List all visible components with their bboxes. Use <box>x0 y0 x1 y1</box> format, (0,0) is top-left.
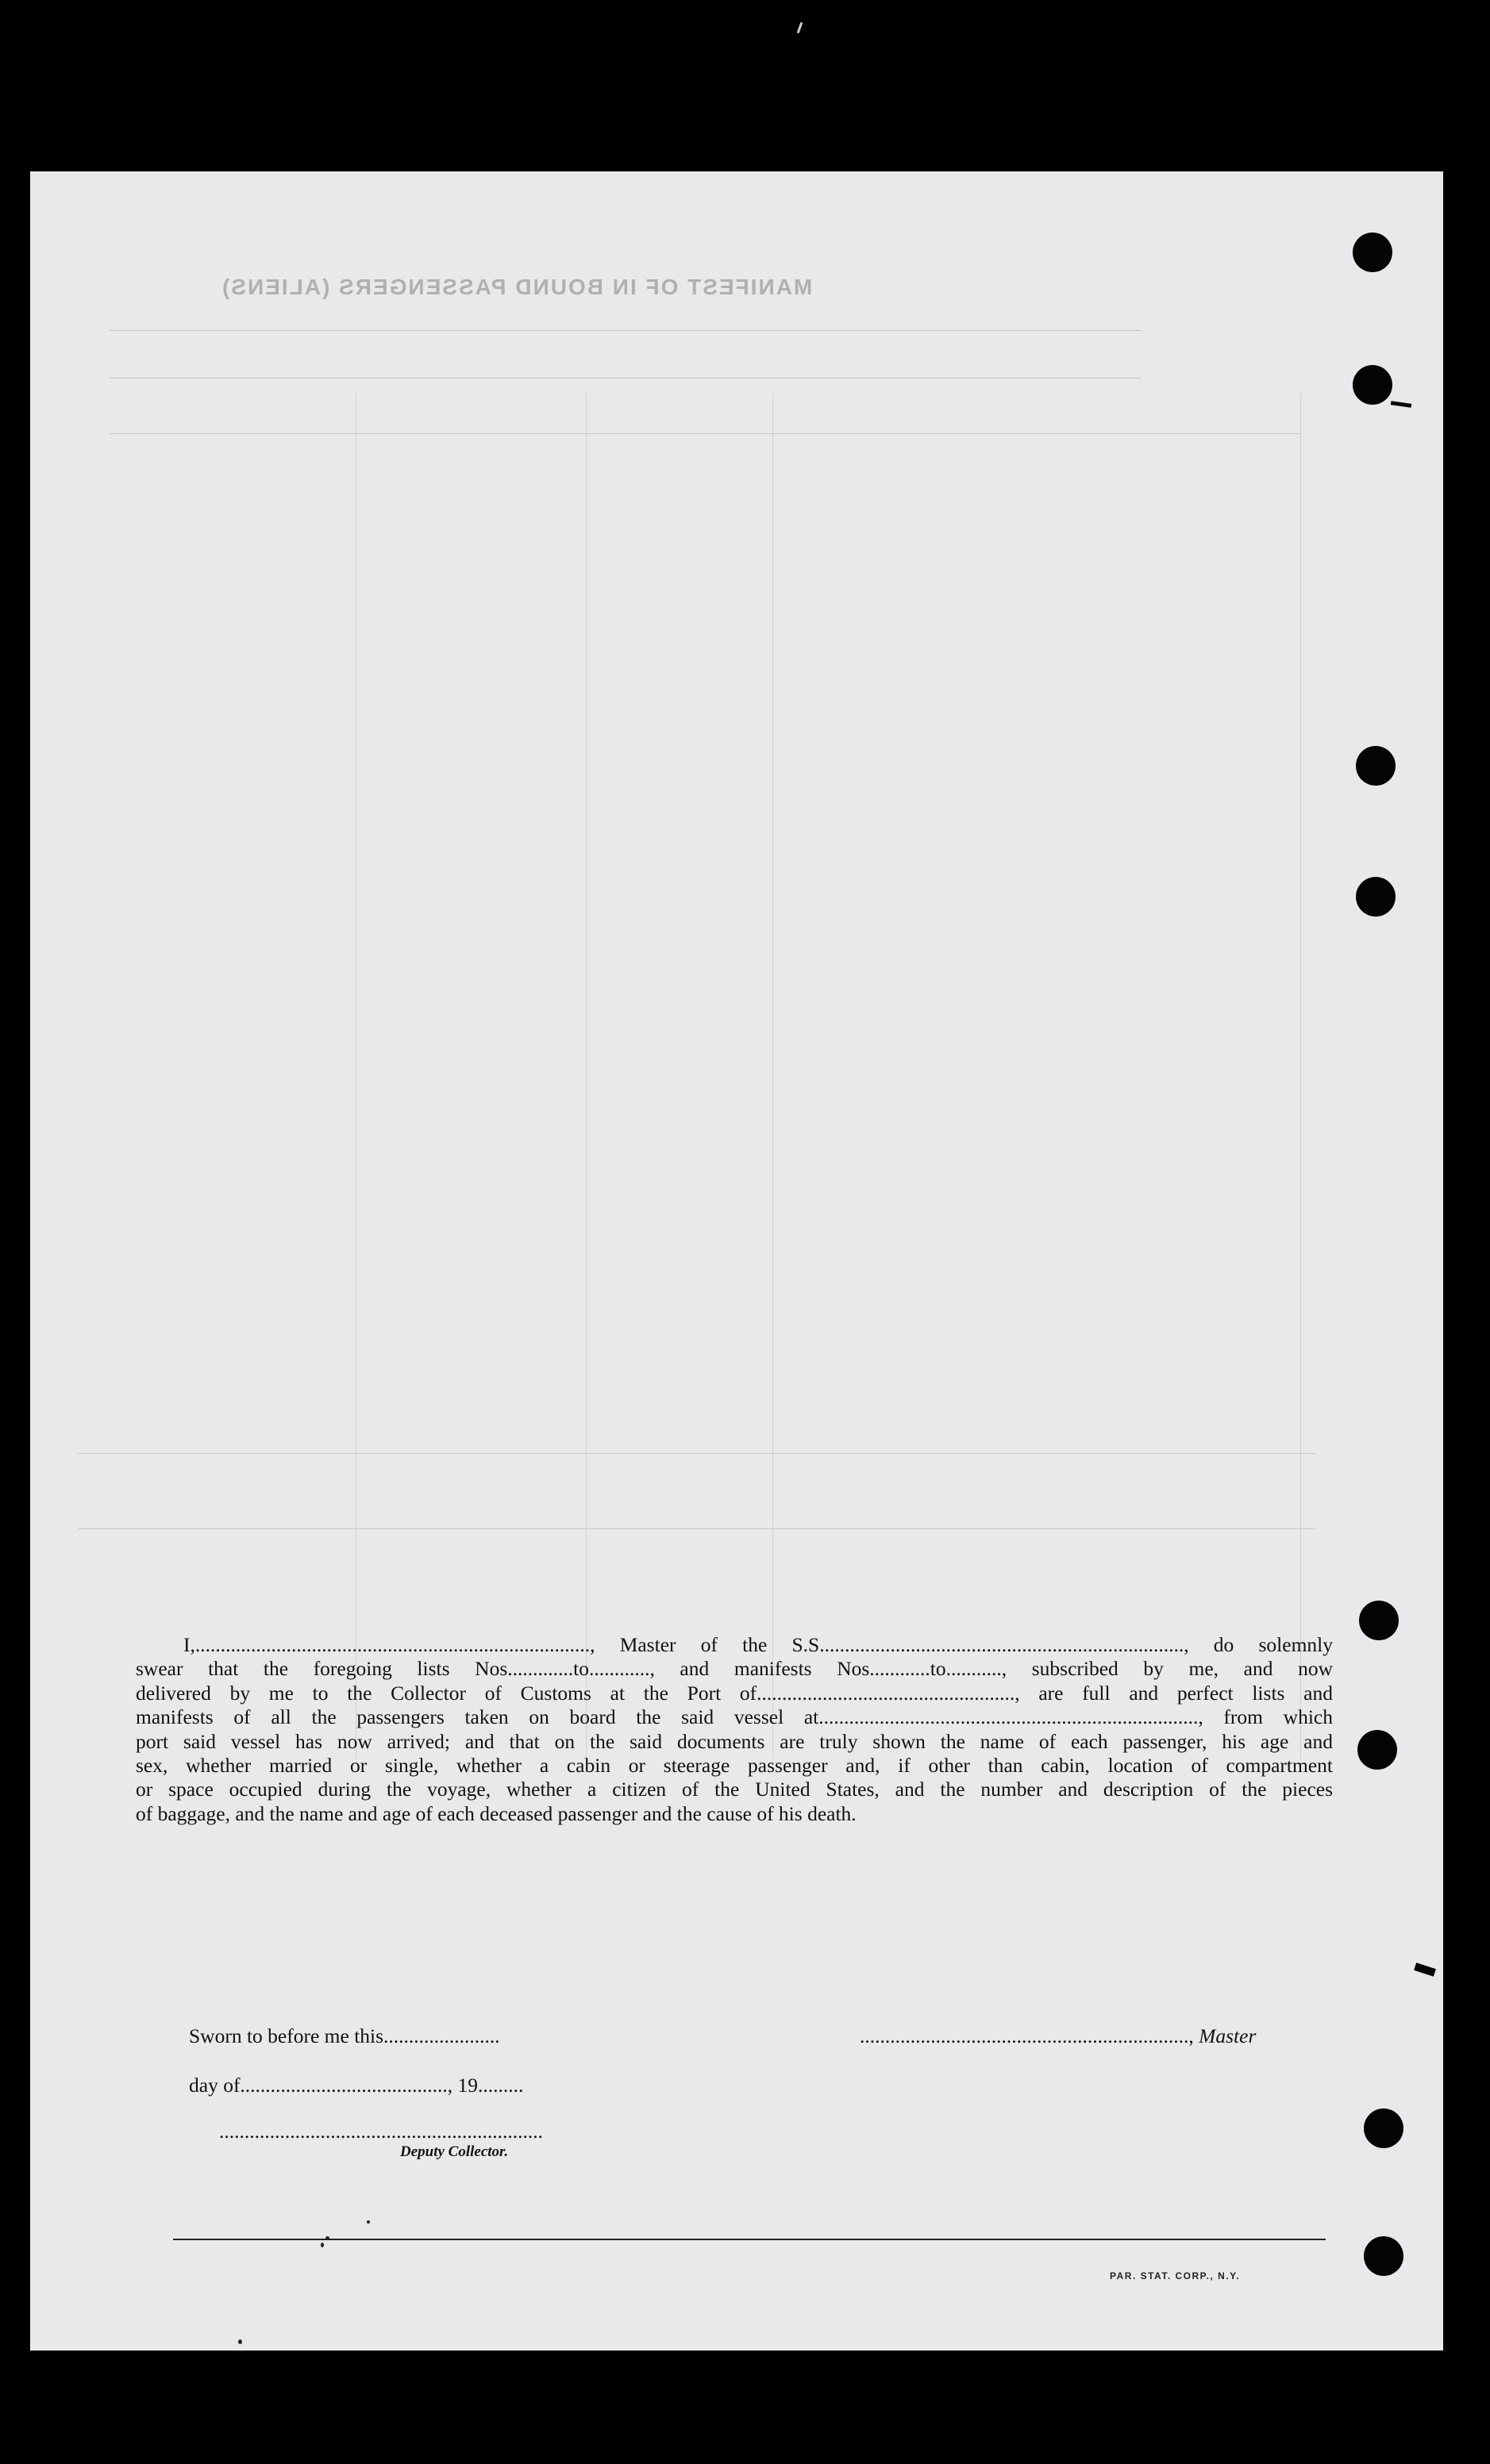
bleed-through-column <box>772 394 773 1759</box>
punch-hole <box>1359 1601 1399 1640</box>
master-signature-line <box>860 2024 1256 2048</box>
bottom-rule <box>173 2239 1326 2240</box>
bleed-through-column <box>586 394 587 1759</box>
punch-hole <box>1356 746 1396 786</box>
oath-line: or space occupied during the voyage, whether a citizen of the United States, and the number and description of the pieces <box>136 1778 1333 1801</box>
scan-speck <box>325 2236 329 2240</box>
master-label: Master <box>1199 2024 1257 2047</box>
scan-speck <box>367 2220 370 2224</box>
scan-speck <box>238 2339 242 2344</box>
printer-imprint: PAR. STAT. CORP., N.Y. <box>1110 2270 1241 2281</box>
bleed-through-column <box>1300 394 1301 1759</box>
punch-hole <box>1357 1730 1397 1770</box>
oath-line: swear that the foregoing lists Nos.............to............, and manifests Nos............to..........., subscribed by me, and now <box>136 1657 1333 1681</box>
oath-line: delivered by me to the Collector of Customs at the Port of..................................................., are full and perfect lists and <box>136 1681 1333 1705</box>
bleed-through-rule <box>78 1528 1316 1529</box>
scan-speck <box>321 2243 324 2247</box>
masters-oath <box>136 1633 1333 1826</box>
oath-line: of baggage, and the name and age of each deceased passenger and the cause of his death. <box>136 1801 857 1825</box>
punch-hole <box>1353 365 1392 405</box>
scan-mark <box>797 22 803 33</box>
punch-hole <box>1356 877 1396 917</box>
bleed-through-rule <box>110 378 1142 379</box>
bleed-through-header <box>221 275 1173 300</box>
oath-line: manifests of all the passengers taken on board the said vessel at..........................................................................., from which <box>136 1705 1333 1729</box>
punch-hole <box>1364 2236 1403 2276</box>
bleed-through-title: MANIFEST OF IN BOUND PASSENGERS (ALIENS) <box>221 275 813 299</box>
bleed-through-rule <box>78 1453 1316 1454</box>
deputy-signature-line: ................................................................ <box>219 2120 543 2143</box>
sworn-line: Sworn to before me this....................... <box>189 2024 500 2047</box>
oath-line: I,.............................................................................., Master of the S.S........................................................................, do solemnly <box>183 1633 1333 1656</box>
oath-line: port said vessel has now arrived; and that on the said documents are truly shown the name of each passenger, his age and <box>136 1729 1333 1753</box>
bleed-through-rule <box>110 330 1142 331</box>
deputy-collector-label: Deputy Collector. <box>400 2143 509 2160</box>
bleed-through-rule <box>110 433 1300 434</box>
day-of-line: day of........................................., 19......... <box>189 2074 524 2097</box>
manifest-page <box>30 171 1443 2351</box>
punch-hole <box>1353 233 1392 272</box>
punch-hole <box>1364 2108 1403 2148</box>
master-signature-dots: ................................................................., <box>860 2024 1194 2047</box>
oath-line: sex, whether married or single, whether a cabin or steerage passenger and, if other than cabin, location of compartment <box>136 1754 1333 1778</box>
